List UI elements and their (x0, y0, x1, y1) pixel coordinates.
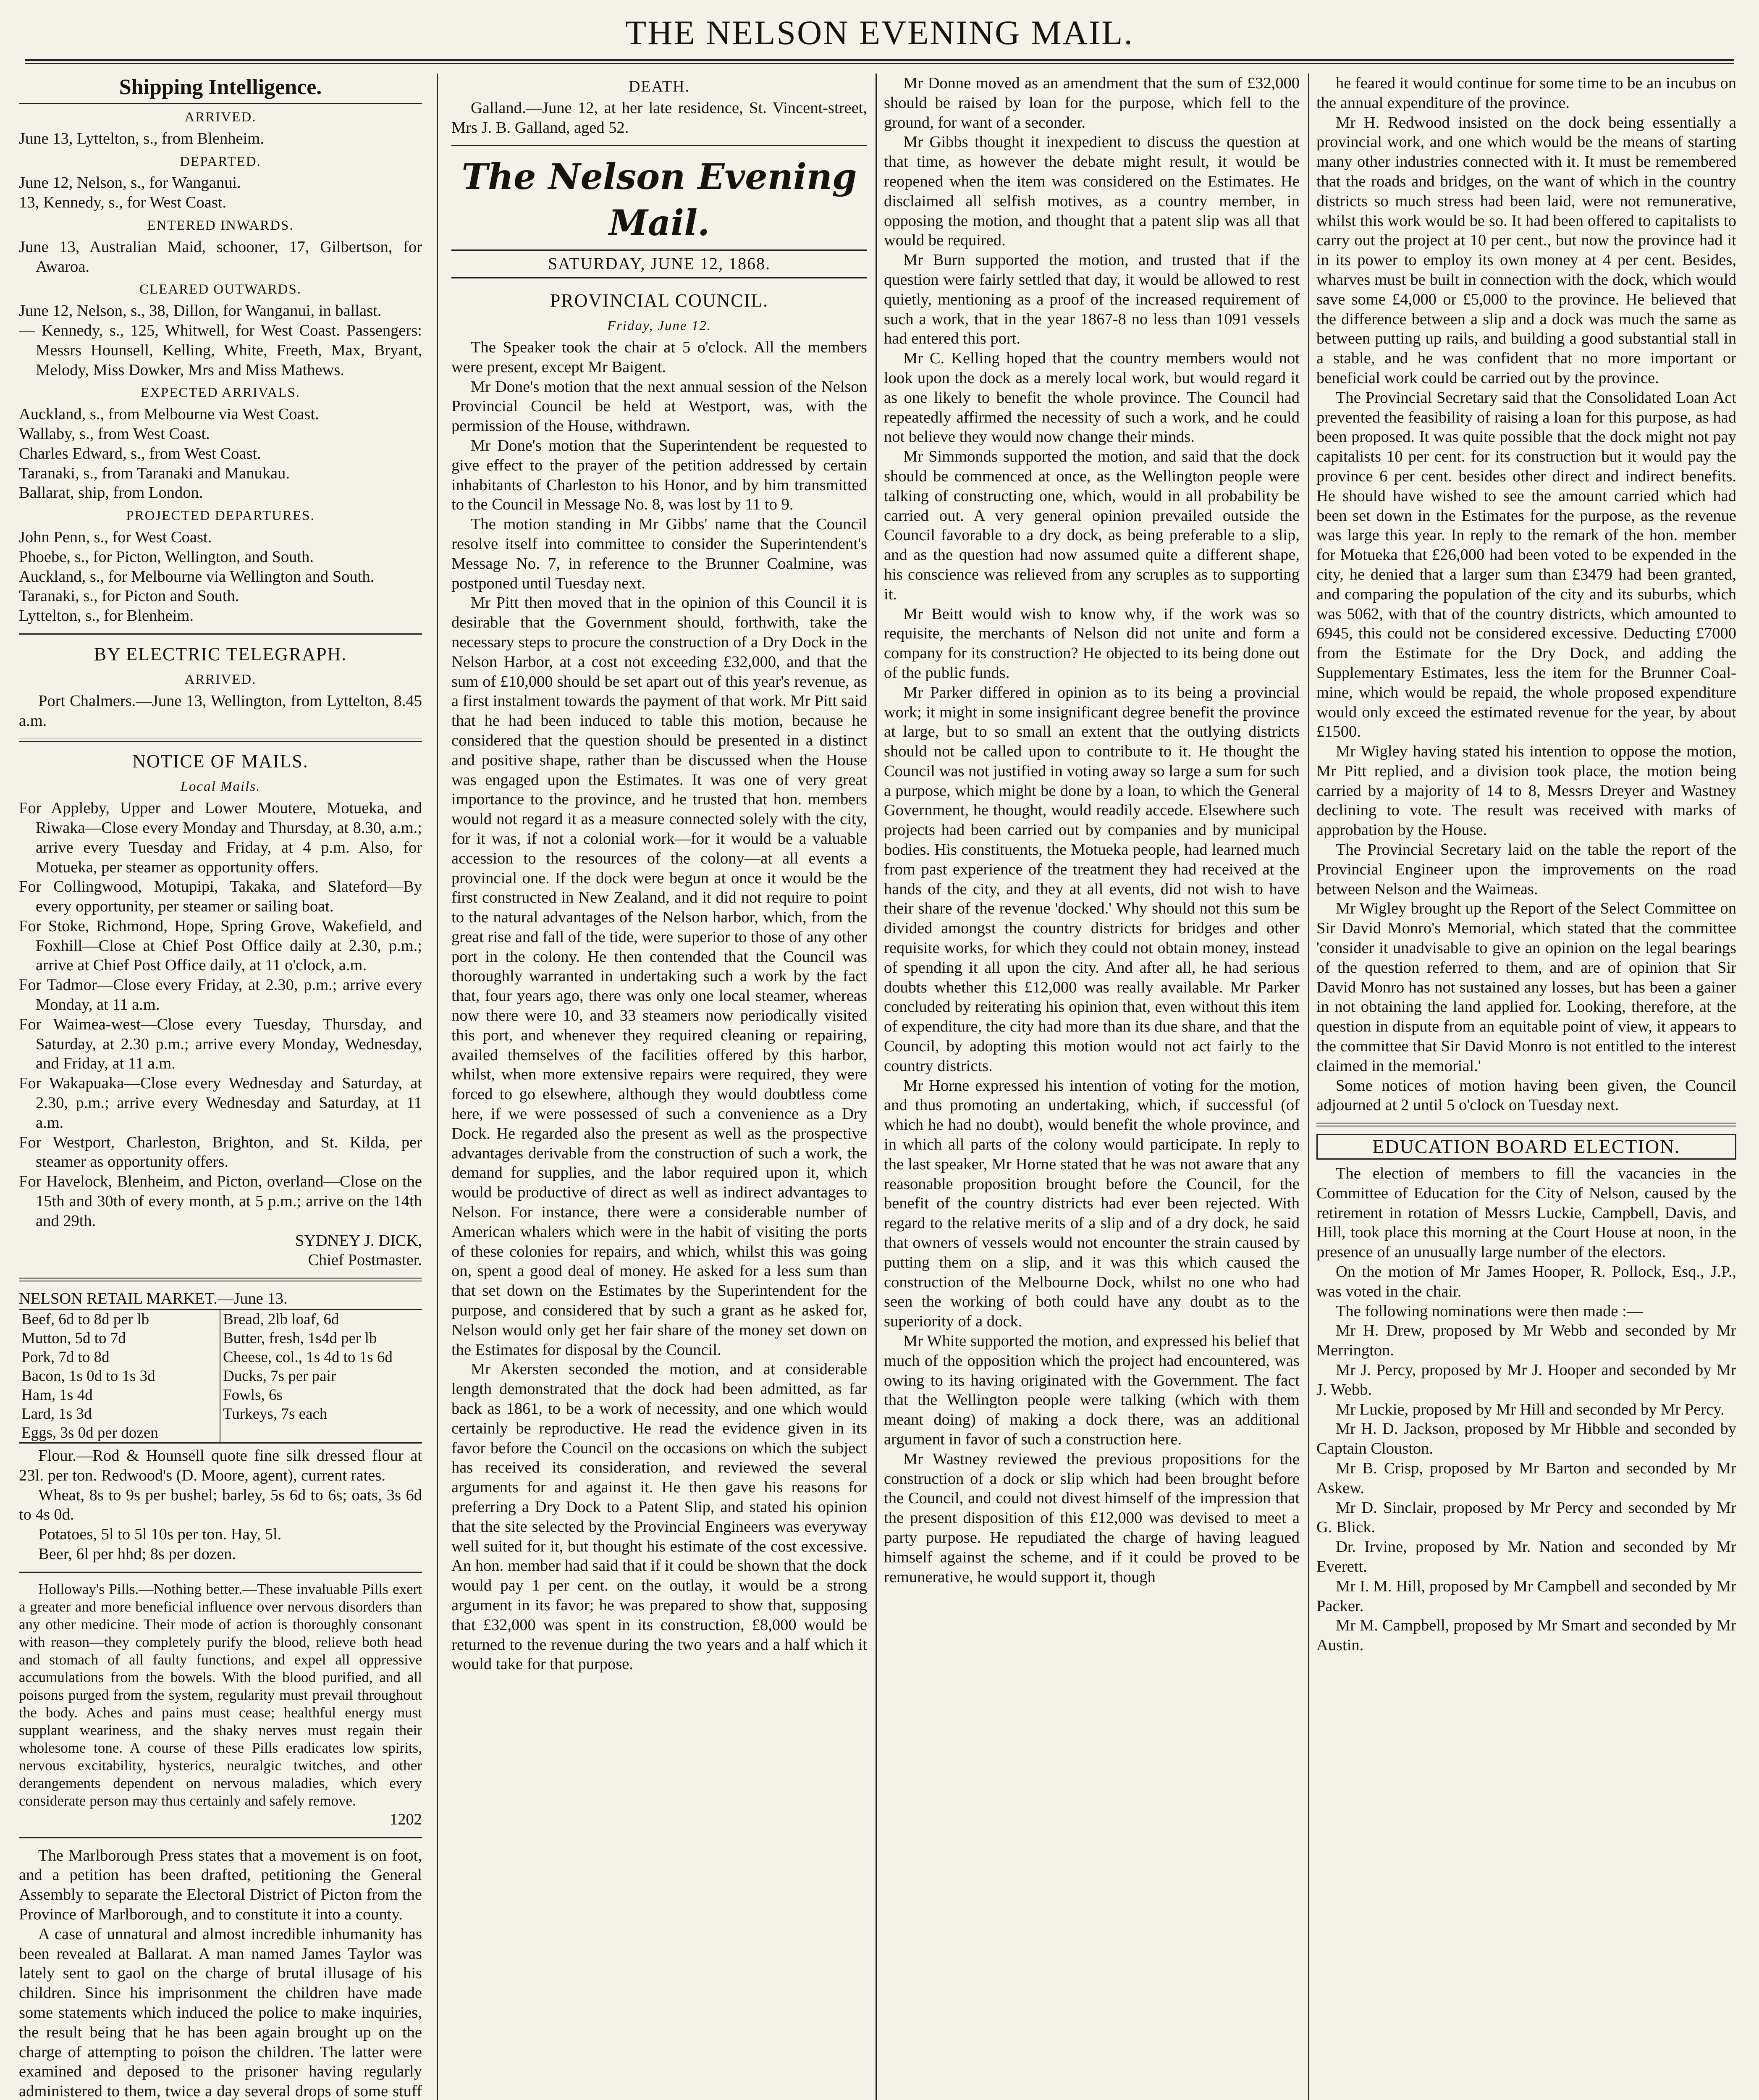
column-2 (451, 74, 867, 2100)
council-paragraph: Mr C. Kelling hoped that the country members would not look upon the dock as a merely local work, but would regard it as one likely to benefit the whole province. The Council had repeatedly affirmed the necessity of such a work, and he could not believe they would now change their minds. (884, 349, 1300, 446)
shipping-entry-list (19, 404, 422, 503)
shipping-entry-list (19, 301, 422, 380)
mail-notice: For Havelock, Blenheim, and Picton, overland—Close on the 15th and 30th of every month, at 5 p.m.; arrive on the 14th and 29th. (19, 1173, 422, 1230)
shipping-entry: Phoebe, s., for Picton, Wellington, and South. (19, 548, 314, 566)
election-paragraph: Mr H. Drew, proposed by Mr Webb and seconded by Mr Merrington. (1316, 1322, 1736, 1360)
shipping-entry: Taranaki, s., for Picton and South. (19, 587, 239, 605)
council-paragraph: The Speaker took the chair at 5 o'clock. All the members were present, except Mr Baigent. (451, 338, 867, 376)
election-paragraph: Mr J. Percy, proposed by Mr J. Hooper and seconded by Mr J. Webb. (1316, 1361, 1736, 1399)
shipping-entry: Auckland, s., from Melbourne via West Coast. (19, 405, 319, 423)
election-paragraph: Dr. Irvine, proposed by Mr. Nation and seconded by Mr Everett. (1316, 1538, 1736, 1575)
divider (19, 633, 422, 635)
market-cell: Cheese, col., 1s 4d to 1s 6d (223, 1349, 393, 1366)
shipping-entry: John Penn, s., for West Coast. (19, 528, 212, 546)
advert-number: 1202 (390, 1810, 422, 1828)
council-paragraph: Mr Gibbs thought it inexpedient to discuss the question at that time, as however the debate might result, it would be reopened when the item was considered on the Estimates. He disclaimed all selfish motives, as a country member, in opposing the motion, and thought that a patent slip was all that would be required. (884, 133, 1300, 249)
divider (19, 738, 422, 742)
market-note: Wheat, 8s to 9s per bushel; barley, 5s 6d to 6s; oats, 3s 6d to 4s 0d. (19, 1486, 422, 1524)
shipping-entry: Ballarat, ship, from London. (19, 484, 203, 502)
divider (451, 145, 867, 146)
market-table (19, 1309, 422, 1442)
council-paragraph: Mr Wigley having stated his intention to oppose the motion, Mr Pitt replied, and a division took place, the motion being carried by a majority of 14 to 8, Messrs Dreyer and Wastney declining to vote. The result was received with marks of approbation by the House. (1316, 743, 1736, 839)
market-cell: Ham, 1s 4d (19, 1386, 220, 1404)
mail-notice-list (19, 798, 422, 1231)
shipping-entry: June 12, Nelson, s., for Wanganui. (19, 174, 241, 192)
market-title: NELSON RETAIL MARKET.—June 13. (19, 1290, 288, 1308)
mail-notice: For Collingwood, Motupipi, Takaka, and Slateford—By every opportunity, per steamer or sailing boat. (19, 878, 422, 916)
shipping-entry-list (19, 129, 422, 149)
council-paragraph: Mr Akersten seconded the motion, and at considerable length demonstrated that the dock had been admitted, as far back as 1861, to be a work of necessity, and one which would certainly be reproductive. He read the evidence given in its favor before the Council on the occasions on which the subject has received its consideration, and reviewed the several arguments for and against it. He then gave his reasons for preferring a Dry Dock to a Patent Slip, and stated his opinion that the site selected by the Provincial Engineers was everyway well suited for it, but thought his estimate of the cost excessive. An hon. member had said that if it could be shown that the dock would pay 1 per cent. on the outlay, it would be a strong argument in its favor; he was prepared to show that, supposing that £32,000 was spent in its construction, £8,000 would be returned to the revenue during the two years and a half which it would take for that purpose. (451, 1360, 867, 1673)
shipping-entry-list (19, 528, 422, 626)
election-paragraph: Mr Luckie, proposed by Mr Hill and seconded by Mr Percy. (1336, 1400, 1725, 1418)
council-paragraph: Mr H. Redwood insisted on the dock being essentially a provincial work, and one which would be the means of starting many other industries connected with it. It must be remembered that the roads and bridges, on the want of which in the country districts so much stress had been laid, were not remunerative, whilst this work would be so. It had been offered to capitalists to carry out the project at 10 per cent., but now the province had it in its power to employ its own money at 4 per cent. Besides, wharves must be built in connection with the dock, which would save some £4,000 or £5,000 to the province. He believed that the difference between a slip and a dock was much the same as between putting up rails, and building a good substantial stall in a stable, and he was confident that no more important or beneficial work could be carried out by the province. (1316, 113, 1736, 387)
dateline: SATURDAY, JUNE 12, 1868. (451, 249, 867, 278)
council-paragraph: The Provincial Secretary said that the Consolidated Loan Act prevented the feasibility of raising a loan for this purpose, as had been proposed. It was quite possible that the dock might not pay capitalists 10 per cent. for its construction but it would pay the province 6 per cent. besides other direct and indirect benefits. He should have wished to see the amount carried which had been set down in the Estimates for the purpose, as the revenue was large this year. In reply to the remark of the hon. member for Motueka that £26,000 had been voted to be expended in the city, he denied that a larger sum than £3479 had been granted, and comparing the population of the city and its suburbs, which was 5062, with that of the country districts, which amounted to 6945, this could not be considered excessive. Deducting £7000 from the Estimate for the Dry Dock, and adding the Supplementary Estimates, less the item for the Brunner Coal-mine, which would be repaid, the whole proposed expenditure would only exceed the estimated revenue for the year, by about £1500. (1316, 388, 1736, 741)
divider (19, 1837, 422, 1838)
mail-notice: For Appleby, Upper and Lower Moutere, Motueka, and Riwaka—Close every Monday and Thursday, at 8.30, a.m.; arrive every Tuesday and Friday, at 4 p.m. Also, for Motueka, per steamer as opportunity offers. (19, 799, 422, 876)
mail-notice: For Tadmor—Close every Friday, at 2.30, p.m.; arrive every Monday, at 11 a.m. (19, 976, 422, 1014)
council-paragraph: Mr Wastney reviewed the previous propositions for the construction of a dock or slip which had been brought before the Council, and could not divest himself of the impression that the present disposition of this £12,000 was devised to meet a party purpose. He repudiated the charge of having leagued himself against the scheme, and if it could be proved to be remunerative, he would support it, though (884, 1450, 1300, 1586)
council-paragraph-list (1316, 74, 1736, 1115)
council-paragraph: Some notices of motion having been given, the Council adjourned at 2 until 5 o'clock on Tuesday next. (1316, 1076, 1736, 1114)
election-paragraph: Mr D. Sinclair, proposed by Mr Percy and seconded by Mr G. Blick. (1316, 1499, 1736, 1536)
shipping-entry-list (19, 173, 422, 213)
shipping-entry: Lyttelton, s., for Blenheim. (19, 607, 194, 625)
election-paragraph: The election of members to fill the vacancies in the Committee of Education for the City of Nelson, caused by the retirement in rotation of Messrs Luckie, Campbell, Davis, and Hill, took place this morning at the Court House at noon, in the presence of an unusually large number of the electors. (1316, 1165, 1736, 1261)
council-paragraph: The Provincial Secretary laid on the table the report of the Provincial Engineer upon the improvements on the road between Nelson and the Waimeas. (1316, 841, 1736, 898)
election-paragraph: Mr B. Crisp, proposed by Mr Barton and seconded by Mr Askew. (1316, 1459, 1736, 1497)
shipping-entry: June 13, Australian Maid, schooner, 17, Gilbertson, for Awaroa. (19, 238, 422, 276)
election-paragraph-list (1316, 1164, 1736, 1655)
council-paragraph: Mr White supported the motion, and expressed his belief that much of the opposition which the project had encountered, was owing to its having originated with the Government. The fact that the Wellington people were talking (which with them meant doing) of making a dock there, was an additional argument in favor of such a construction here. (884, 1332, 1300, 1448)
mails-subtitle: Local Mails. (180, 779, 261, 795)
divider (19, 1278, 422, 1281)
shipping-entry: June 13, Lyttelton, s., from Blenheim. (19, 129, 264, 147)
shipping-title: Shipping Intelligence. (119, 75, 322, 99)
market-cell: Bread, 2lb loaf, 6d (223, 1311, 339, 1328)
market-cell: Mutton, 5d to 7d (19, 1329, 220, 1348)
masthead-rule (25, 59, 1734, 61)
council-paragraph: Mr Done's motion that the next annual session of the Nelson Provincial Council be held at Westport, was, with the permission of the House, withdrawn. (451, 378, 867, 435)
market-cell: Eggs, 3s 0d per dozen (19, 1423, 220, 1442)
death-heading: DEATH. (628, 78, 690, 95)
mail-notice: For Waimea-west—Close every Tuesday, Thursday, and Saturday, at 2.30 p.m.; arrive every Monday, Wednesday, and Friday, at 11 a.m. (19, 1015, 422, 1073)
council-paragraph: Mr Done's motion that the Superintendent be requested to give effect to the prayer of the petition addressed by certain inhabitants of Charleston to his Honor, and by him transmitted to the Council in Message No. 8, was lost by 11 to 9. (451, 436, 867, 514)
market-cell: Pork, 7d to 8d (19, 1348, 220, 1367)
expected-heading: EXPECTED ARRIVALS. (140, 385, 301, 401)
death-notice: Galland.—June 12, at her late residence, St. Vincent-street, Mrs J. B. Galland, aged 52. (451, 99, 867, 136)
holloway-advert: Holloway's Pills.—Nothing better.—These invaluable Pills exert a greater and more beneficial influence over nervous disorders than any other medicine. Their mode of action is thoroughly consonant with reason—they completely purify the blood, relieve both head and stomach of all faulty functions, and expel all oppressive accumulations from the bowels. With the blood purified, and all poisons purged from the system, regularity must prevail throughout the body. Aches and pains must cease; healthful energy must supplant weariness, and the shaky nerves must regain their wholesome tone. A course of these Pills eradicates low spirits, nervous excitability, hysterics, neuralgic twitches, and other derangements dependent on nervous maladies, which every considerate person may thus certainly and safely remove. (19, 1580, 422, 1809)
shipping-entry-list (19, 237, 422, 277)
election-paragraph: Mr I. M. Hill, proposed by Mr Campbell and seconded by Mr Packer. (1316, 1577, 1736, 1615)
column-rule (876, 74, 877, 2100)
masthead-rule-thin (25, 63, 1734, 64)
council-paragraph: The motion standing in Mr Gibbs' name that the Council resolve itself into committee to consider the Superintendent's Message No. 7, in reference to the Brunner Coalmine, was postponed until Tuesday next. (451, 515, 867, 592)
mail-notice: For Wakapuaka—Close every Wednesday and Saturday, at 2.30, p.m.; arrive every Wednesday and Saturday, at 11 a.m. (19, 1074, 422, 1131)
entered-heading: ENTERED INWARDS. (147, 218, 294, 233)
council-paragraph: Mr Donne moved as an amendment that the sum of £32,000 should be raised by loan for the purpose, which fell to the ground, for want of a seconder. (884, 74, 1300, 131)
market-cell: Turkeys, 7s each (223, 1405, 328, 1423)
column-1 (19, 74, 422, 2100)
market-cell (220, 1423, 422, 1442)
council-paragraph-list (884, 74, 1300, 1587)
column-rule (1308, 74, 1309, 2100)
election-paragraph: Mr H. D. Jackson, proposed by Mr Hibble and seconded by Captain Clouston. (1316, 1420, 1736, 1458)
arrived-heading: ARRIVED. (184, 110, 257, 125)
market-cell: Bacon, 1s 0d to 1s 3d (19, 1367, 220, 1386)
divider (19, 103, 422, 104)
mail-notice: For Stoke, Richmond, Hope, Spring Grove, Wakefield, and Foxhill—Close at Chief Post Office daily at 2.30, p.m.; arrive at Chief Post Office daily, at 11 o'clock, a.m. (19, 917, 422, 974)
postmaster-title: Chief Postmaster. (308, 1251, 422, 1269)
council-paragraph: Mr Simmonds supported the motion, and said that the dock should be commenced at once, as the Wellington people were talking of constructing one, which, would in all probability be carried out. A very general opinion prevailed outside the Council favorable to a dry dock, as being preferable to a slip, and as the question had now assumed quite a different shape, his conscience was relieved from any scruples as to supporting it. (884, 448, 1300, 603)
projected-heading: PROJECTED DEPARTURES. (126, 508, 315, 524)
shipping-entry: June 12, Nelson, s., 38, Dillon, for Wanganui, in ballast. (19, 302, 382, 320)
council-paragraph: Mr Pitt then moved that in the opinion of this Council it is desirable that the Government should, forthwith, take the necessary steps to procure the construction of a Dry Dock in the Nelson Harbor, at a cost not exceeding £32,000, and that the sum of £10,000 should be set apart out of this year's revenue, as a first instalment towards the payment of that work. Mr Pitt said that he had been induced to table this motion, because he considered that the question should be presented in a distinct and positive shape, rather than be discussed when the House was engaged upon the Estimates. It was one of very great importance to the province, and he trusted that hon. members would not regard it as a measure connected solely with the city, for it was, if not a colonial work—for it would be a valuable accession to the resources of the colony—at all events a provincial one. If the dock were begun at once it would be the first constructed in New Zealand, and it did not require to point to the natural advantages of the Nelson harbor, which, from the great rise and fall of the tide, were superior to those of any other port in the colony. He then contended that the Council was thoroughly warranted in undertaking such a work by the fact that, four years ago, there was only one local steamer, whereas now there were 10, and 33 steamers now periodically visited this port, and whenever they required cleaning or repairing, availed themselves of the facilities offered by this harbor, whilst, when more extensive repairs were required, they were forced to go elsewhere, although they would doubtless come here, if we were possessed of such a convenience as a Dry Dock. He regarded also the present as well as the prospective advantages derivable from the construction of such a work, the demand for supplies, and the labor required upon it, which would be productive of direct as well as indirect advantages to Nelson. For instance, there were a considerable number of American whalers which were in the habit of visiting the ports of these colonies for repairs, and which, whilst this was going on, spent a good deal of money. He asked for a less sum than that set down on the Estimates by the Superintendent for the purpose, and considered that by such a grant as he asked for, Nelson would only get her fair share of the money set down on the Estimates for disposal by the Council. (451, 594, 867, 1359)
postmaster-signature: SYDNEY J. DICK, (295, 1231, 422, 1250)
council-paragraph: Mr Burn supported the motion, and trusted that if the question were fairly settled that day, it would be allowed to rest quietly, mentioning as a proof of the increased requirement of such a work, that in the year 1867-8 no less than 1091 vessels had entered this port. (884, 251, 1300, 348)
divider (1316, 1123, 1736, 1126)
departed-heading: DEPARTED. (180, 154, 261, 169)
market-cell: Beef, 6d to 8d per lb (19, 1310, 220, 1329)
election-paragraph: Mr M. Campbell, proposed by Mr Smart and seconded by Mr Austin. (1316, 1617, 1736, 1654)
column-rule (437, 74, 438, 2100)
inhumanity-paragraph: A case of unnatural and almost incredible inhumanity has been revealed at Ballarat. A man named James Taylor was lately sent to gaol on the charge of brutal illusage of his children. Since his imprisonment the children have made some statements which induced the police to make inquiries, the result being that he has been again brought up on the charge of attempting to poison the children. The latter were examined and deposed to the prisoner having regularly administered to them, twice a day several drops of some stuff (19, 1925, 422, 2100)
column-4 (1316, 74, 1736, 2100)
council-paragraph: Mr Beitt would wish to know why, if the work was so requisite, the merchants of Nelson did not unite and form a company for its construction? He objected to its being done out of the public funds. (884, 605, 1300, 682)
column-3 (884, 74, 1300, 2100)
council-paragraph: Mr Horne expressed his intention of voting for the motion, and thus promoting an undertaking, which, if successful (of which he had no doubt), would benefit the whole province, and in which all parts of the colony would participate. In reply to the last speaker, Mr Horne stated that he was not aware that any reasonable proposition brought before the Council, for the benefit of the country districts had ever been rejected. With regard to the relative merits of a slip and of a dry dock, he said that owners of vessels would not encounter the strain caused by putting them on a slip, and it was this which caused the construction of the Melbourne Dock, whilst no one who had seen the working of both could have any doubt as to the superiority of a dock. (884, 1076, 1300, 1331)
election-paragraph: On the motion of Mr James Hooper, R. Pollock, Esq., J.P., was voted in the chair. (1316, 1263, 1736, 1300)
shipping-entry: Charles Edward, s., from West Coast. (19, 444, 261, 462)
council-paragraph: he feared it would continue for some time to be an incubus on the annual expenditure of the province. (1316, 74, 1736, 112)
cleared-heading: CLEARED OUTWARDS. (139, 282, 301, 297)
divider (19, 1442, 422, 1444)
shipping-entry: — Kennedy, s., 125, Whitwell, for West Coast. Passengers: Messrs Hounsell, Kelling, White, Freeth, Max, Bryant, Melody, Miss Dowker, Mrs and Miss Mathews. (19, 321, 422, 379)
council-paragraph-list (451, 338, 867, 1674)
shipping-entry: Auckland, s., for Melbourne via Wellington and South. (19, 567, 375, 585)
market-cell: Butter, fresh, 1s4d per lb (223, 1330, 377, 1347)
telegraph-entry: Port Chalmers.—June 13, Wellington, from Lyttelton, 8.45 a.m. (19, 692, 422, 730)
divider (19, 1572, 422, 1573)
market-cell: Fowls, 6s (223, 1386, 283, 1404)
market-cell: Lard, 1s 3d (19, 1404, 220, 1423)
market-note: Beer, 6l per hhd; 8s per dozen. (38, 1545, 236, 1563)
shipping-entry: 13, Kennedy, s., for West Coast. (19, 194, 227, 212)
council-date: Friday, June 12. (607, 318, 712, 334)
election-title: EDUCATION BOARD ELECTION. (1316, 1134, 1736, 1160)
shipping-entry: Wallaby, s., from West Coast. (19, 425, 210, 443)
shipping-entry: Taranaki, s., from Taranaki and Manukau. (19, 464, 290, 482)
market-note-list (19, 1446, 422, 1564)
election-paragraph: The following nominations were then made :— (1336, 1302, 1643, 1320)
mails-title: NOTICE OF MAILS. (132, 751, 309, 772)
market-cell: Ducks, 7s per pair (223, 1368, 336, 1385)
council-paragraph: Mr Parker differed in opinion as to its being a provincial work; it might in some insignificant degree benefit the province at large, but to so small an extent that the outlying districts should not be called upon to contribute to it. He thought the Council was not justified in voting away so large a sum for such a purpose, which might be done by a loan, to which the General Government, he thought, would readily accede. Elsewhere such projects had been carried out by companies and by municipal bodies. His constituents, the Motueka people, had learned much from past experience of the treatment they had received at the hands of the city, and they at all events, did not wish to have their share of the revenue 'docked.' Why should not this sum be divided amongst the country districts for bridges and other requisite works, for which they could not obtain money, instead of spending it all upon the city. And after all, he had serious doubts whether this £12,000 was really available. Mr Parker concluded by reiterating his opinion that, even without this item of expenditure, the city had more than its due share, and that the Council, by adopting this motion would not act fairly to the country districts. (884, 683, 1300, 1075)
telegraph-heading: BY ELECTRIC TELEGRAPH. (94, 643, 347, 664)
mail-notice: For Westport, Charleston, Brighton, and St. Kilda, per steamer as opportunity offers. (19, 1133, 422, 1171)
council-paragraph: Mr Wigley brought up the Report of the Select Committee on Sir David Monro's Memorial, which stated that the committee 'consider it unadvisable to give an opinion on the legal bearings of the question referred to them, and are of opinion that Sir David Monro has not sustained any losses, but has been a gainer in not obtaining the land applied for. Looking, therefore, at the question in dispute from an equitable point of view, it appears to the committee that Sir David Monro is not entitled to the interest claimed in the memorial.' (1316, 900, 1736, 1075)
masthead: THE NELSON EVENING MAIL. (625, 13, 1134, 52)
telegraph-entry-list (19, 691, 422, 731)
council-title: PROVINCIAL COUNCIL. (550, 290, 769, 311)
market-note: Potatoes, 5l to 5l 10s per ton. Hay, 5l. (38, 1525, 282, 1544)
newspaper-nameplate: The Nelson Evening Mail. (461, 156, 857, 244)
market-note: Flour.—Rod & Hounsell quote fine silk dressed flour at 23l. per ton. Redwood's (D. Moore, agent), current rates. (19, 1447, 422, 1484)
telegraph-arrived-heading: ARRIVED. (184, 672, 257, 687)
marlborough-paragraph: The Marlborough Press states that a movement is on foot, and a petition has been drafted, petitioning the General Assembly to separate the Electoral District of Picton from the Province of Marlborough, and to constitute it into a county. (19, 1846, 422, 1923)
